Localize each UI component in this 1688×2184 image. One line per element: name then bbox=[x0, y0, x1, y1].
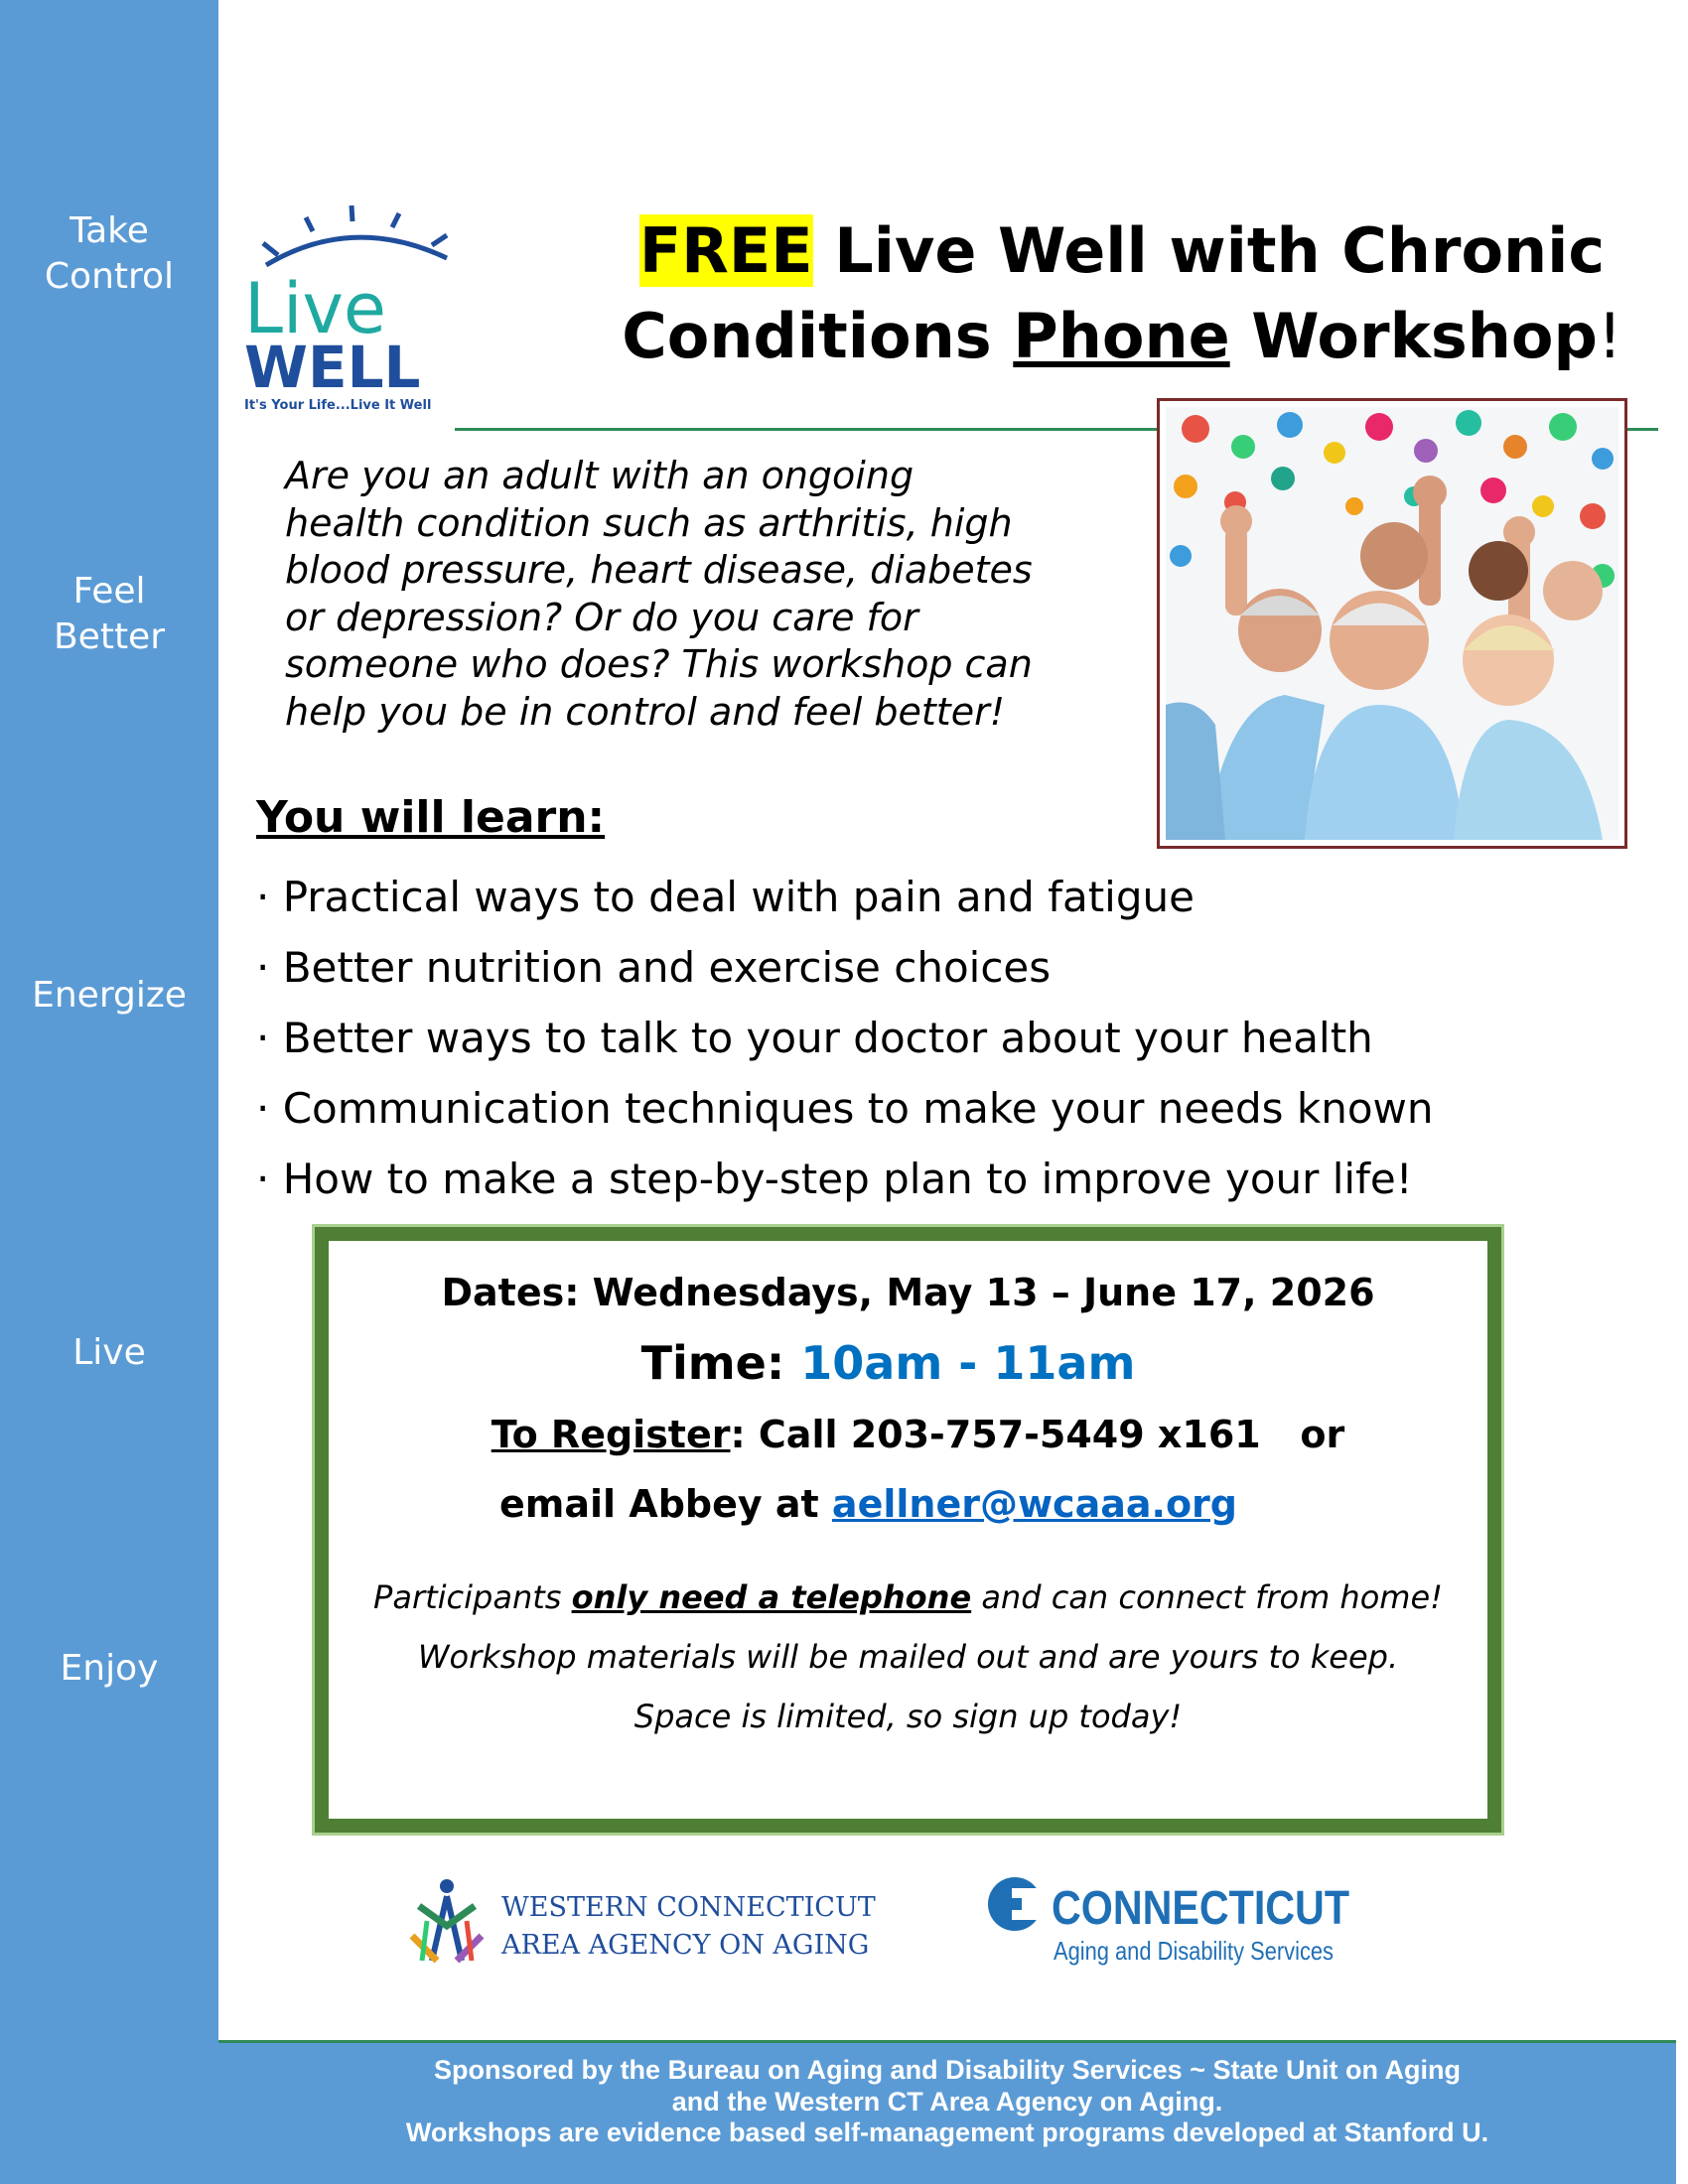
note-telephone: Participants only need a telephone and can connect from home! bbox=[373, 1578, 1443, 1616]
sidebar-word-enjoy: Enjoy bbox=[60, 1648, 159, 1689]
page-title bbox=[596, 208, 1648, 379]
title-line-1: FREE Live Well with Chronic bbox=[638, 214, 1606, 287]
free-highlight: FREE bbox=[638, 214, 813, 287]
svg-text:AREA AGENCY ON AGING: AREA AGENCY ON AGING bbox=[501, 1930, 870, 1961]
note-space: Space is limited, so sign up today! bbox=[633, 1698, 1183, 1735]
sidebar-word-energize: Energize bbox=[32, 975, 187, 1016]
time-line: Time: 10am - 11am bbox=[640, 1336, 1136, 1390]
svg-text:WESTERN CONNECTICUT: WESTERN CONNECTICUT bbox=[501, 1892, 876, 1923]
email-link[interactable]: aellner@wcaaa.org bbox=[831, 1482, 1237, 1526]
intro-paragraph: Are you an adult with an ongoing health condition such as arthritis, high blood pressure, heart disease, diabetes or depression? Or do you care for someone who does? This workshop can help you be in control and feel better! bbox=[285, 454, 1033, 734]
connecticut-c-icon bbox=[988, 1866, 1355, 1976]
list-item: · Communication techniques to make your needs known bbox=[256, 1084, 1434, 1133]
register-line: To Register: Call 203-757-5449 x161 or bbox=[491, 1413, 1345, 1456]
list-item: · How to make a step-by-step plan to improve your life! bbox=[256, 1155, 1413, 1203]
people-icon bbox=[407, 1866, 876, 1976]
learn-list bbox=[256, 862, 1434, 1214]
list-item: · Better nutrition and exercise choices bbox=[256, 943, 1052, 992]
learn-heading: You will learn: bbox=[256, 792, 606, 843]
note-materials: Workshop materials will be mailed out and are yours to keep. bbox=[417, 1638, 1399, 1676]
list-item: · Better ways to talk to your doctor about your health bbox=[256, 1014, 1373, 1062]
sidebar bbox=[0, 0, 218, 2184]
sidebar-word-take-control: Take Control bbox=[44, 210, 175, 297]
sponsor-footer: Sponsored by the Bureau on Aging and Disability Services ~ State Unit on Aging and the Western CT Area Agency on Aging. Workshops are evidence based self-management programs developed at Stanford U. bbox=[218, 2040, 1676, 2184]
connecticut-ads-logo bbox=[988, 1866, 1355, 1976]
sidebar-word-live: Live bbox=[72, 1332, 146, 1373]
western-ct-aaa-logo bbox=[407, 1866, 876, 1976]
workshop-info-box bbox=[315, 1227, 1501, 1833]
list-item: · Practical ways to deal with pain and fatigue bbox=[256, 873, 1195, 921]
svg-text:Aging and Disability Services: Aging and Disability Services bbox=[1054, 1936, 1334, 1966]
dates-line: Dates: Wednesdays, May 13 – June 17, 2026 bbox=[441, 1271, 1375, 1314]
email-line: email Abbey at aellner@wcaaa.org bbox=[499, 1482, 1237, 1526]
svg-text:WELL: WELL bbox=[244, 334, 421, 401]
svg-text:CONNECTICUT: CONNECTICUT bbox=[1052, 1882, 1349, 1935]
sidebar-word-feel-better: Feel Better bbox=[53, 571, 166, 657]
svg-text:Live: Live bbox=[244, 268, 386, 349]
seniors-celebrating-photo bbox=[1157, 398, 1627, 849]
live-well-logo bbox=[238, 204, 477, 422]
svg-text:It's Your Life...Live It Well: It's Your Life...Live It Well bbox=[244, 398, 432, 413]
sunburst-icon bbox=[238, 204, 477, 422]
title-line-2: Conditions Phone Workshop! bbox=[622, 300, 1622, 372]
